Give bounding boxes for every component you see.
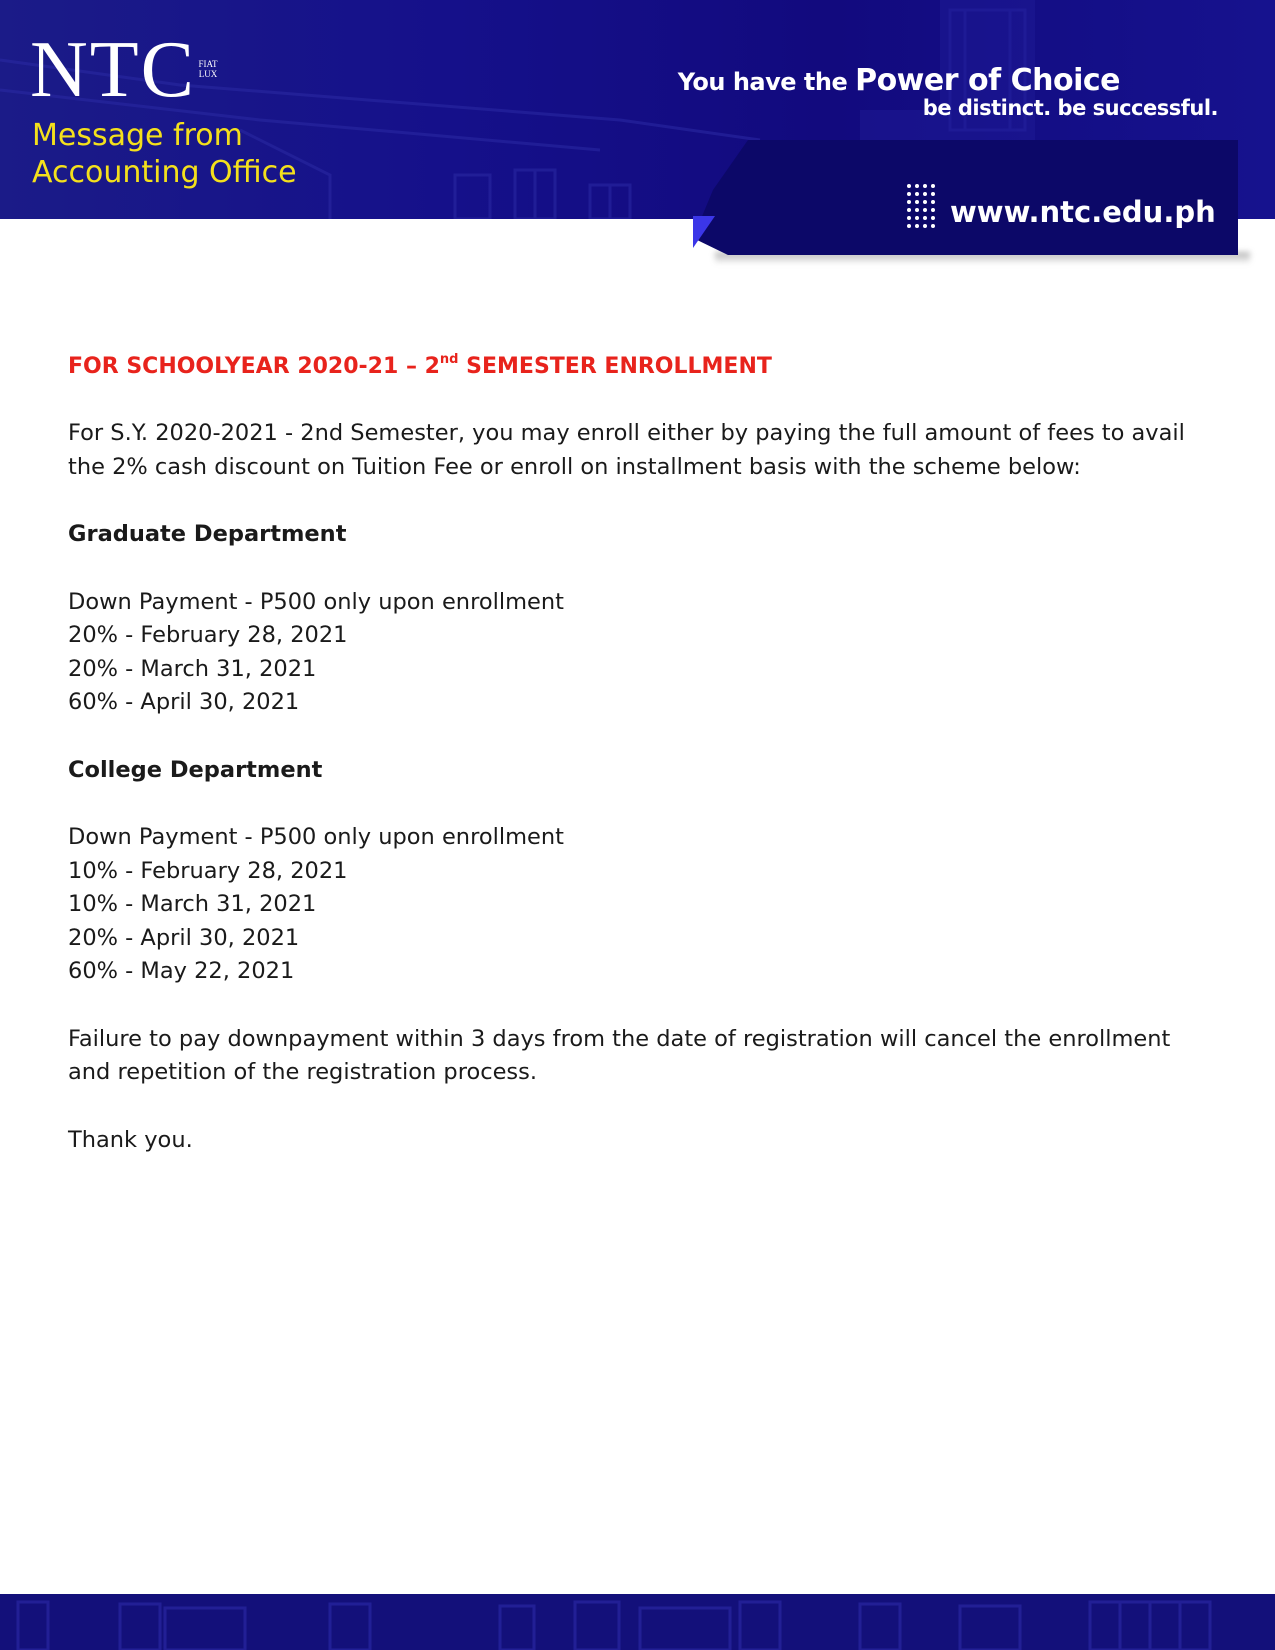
logo-motto: FIAT LUX [198, 59, 218, 79]
dots-grid-icon [906, 183, 938, 231]
heading-sup: nd [439, 351, 459, 367]
heading-pre: FOR SCHOOLYEAR 2020-21 – 2 [68, 354, 440, 379]
closing-text: Thank you. [68, 1126, 193, 1153]
tagline-power: Power [855, 63, 959, 98]
schedule-item: 20% - March 31, 2021 [68, 655, 317, 682]
header-title-line2: Accounting Office [32, 155, 297, 190]
intro-line1: For S.Y. 2020-2021 - 2nd Semester, you may enroll either by paying the full amount of fees to avail [68, 420, 1185, 446]
footer-banner [0, 1594, 1275, 1650]
graduate-schedule [68, 586, 1188, 720]
schedule-item: 60% - April 30, 2021 [68, 689, 300, 715]
schedule-item: Down Payment - P500 only upon enrollment [68, 588, 564, 615]
intro-line2: the 2% cash discount on Tuition Fee or enroll on installment basis with the scheme below: [68, 453, 1081, 480]
schedule-item: Down Payment - P500 only upon enrollment [68, 824, 564, 850]
schedule-item: 10% - March 31, 2021 [68, 891, 317, 917]
college-dept-title: College Department [68, 756, 323, 783]
logo-text: NTC [30, 26, 196, 114]
tagline-sub: be distinct. be successful. [922, 96, 1218, 120]
tagline-prefix: You have the [677, 68, 856, 96]
footer-building-pattern [0, 1594, 1275, 1650]
tagline-choice: of Choice [958, 63, 1120, 98]
notice-heading [68, 350, 1188, 383]
schedule-item: 20% - April 30, 2021 [68, 924, 300, 951]
warning-paragraph [68, 1023, 1188, 1090]
accent-triangle [693, 216, 715, 248]
header-title-line1: Message from [32, 118, 243, 153]
intro-paragraph [68, 417, 1188, 484]
tagline [678, 63, 1120, 98]
graduate-dept-title: Graduate Department [68, 521, 347, 547]
schedule-item: 20% - February 28, 2021 [68, 622, 348, 648]
schedule-item: 60% - May 22, 2021 [68, 958, 295, 984]
website-link[interactable]: www.ntc.edu.ph [950, 195, 1216, 229]
college-schedule [68, 821, 1188, 989]
notice-body [68, 350, 1188, 1157]
header-title [32, 117, 352, 191]
ntc-logo [30, 26, 240, 114]
warning-line2: and repetition of the registration process. [68, 1059, 538, 1085]
schedule-item: 10% - February 28, 2021 [68, 857, 348, 884]
warning-line1: Failure to pay downpayment within 3 days from the date of registration will cancel the enrollment [68, 1025, 1171, 1052]
heading-post: SEMESTER ENROLLMENT [458, 354, 772, 379]
